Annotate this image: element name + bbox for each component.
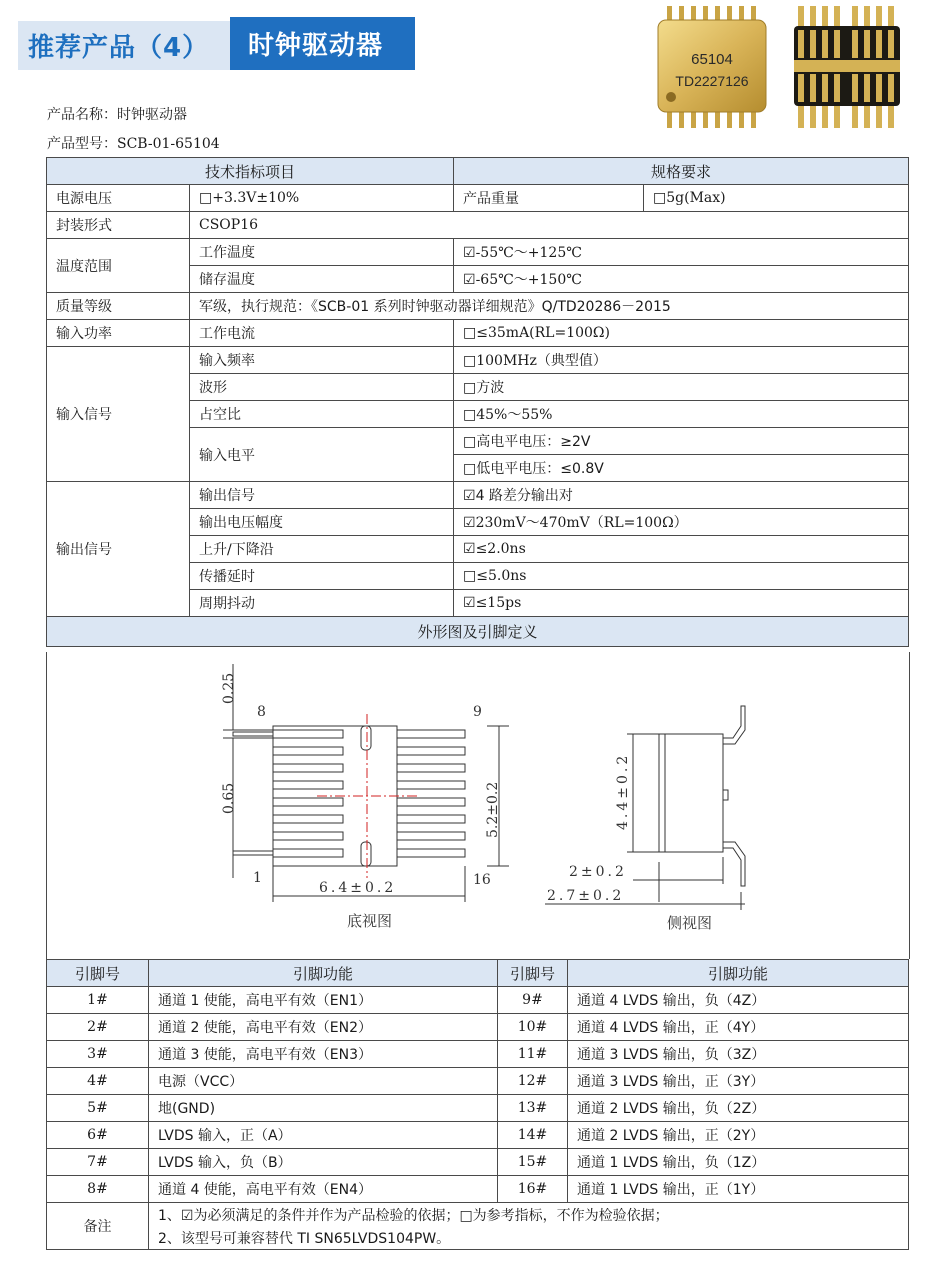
- chip-marking-2: TD2227126: [675, 73, 749, 89]
- level-high: □高电平电压：≥2V: [454, 428, 909, 455]
- pin-number: 16#: [498, 1176, 568, 1203]
- op-temp-value: ☑-55℃～+125℃: [454, 239, 909, 266]
- package-value: CSOP16: [190, 212, 909, 239]
- pin-function: 通道 1 LVDS 输出，负（1Z）: [568, 1149, 909, 1176]
- pin-number: 9#: [498, 987, 568, 1014]
- pin-row: [47, 1068, 909, 1095]
- dim-025: 0.25: [221, 672, 237, 704]
- pin-table: [46, 959, 909, 1250]
- out-amp-value: ☑230mV～470mV（RL=100Ω）: [454, 509, 909, 536]
- quality-label: 质量等级: [47, 293, 190, 320]
- side-view-caption: 侧视图: [667, 914, 713, 932]
- pin-function: 通道 4 LVDS 输出，正（4Y）: [568, 1014, 909, 1041]
- pin-number: 2#: [47, 1014, 149, 1041]
- temp-label: 温度范围: [47, 239, 190, 293]
- edge-label: 上升/下降沿: [190, 536, 454, 563]
- pin-function: 通道 3 LVDS 输出，正（3Y）: [568, 1068, 909, 1095]
- package-drawing: [47, 652, 909, 959]
- edge-value: ☑≤2.0ns: [454, 536, 909, 563]
- dim-52: 5.2±0.2: [485, 781, 501, 838]
- package-label: 封装形式: [47, 212, 190, 239]
- pin-function: 通道 3 使能，高电平有效（EN3）: [149, 1041, 498, 1068]
- power-label: 电源电压: [47, 185, 190, 212]
- pin-row: [47, 1176, 909, 1203]
- pin-head-2: 引脚号: [498, 960, 568, 987]
- pin-number: 3#: [47, 1041, 149, 1068]
- duty-label: 占空比: [190, 401, 454, 428]
- chip-top-image: [655, 4, 770, 130]
- out-amp-label: 输出电压幅度: [190, 509, 454, 536]
- pin-number: 13#: [498, 1095, 568, 1122]
- st-temp-label: 储存温度: [190, 266, 454, 293]
- title-banner: [230, 17, 415, 70]
- wave-value: □方波: [454, 374, 909, 401]
- op-temp-label: 工作温度: [190, 239, 454, 266]
- pin-function: 通道 4 LVDS 输出，负（4Z）: [568, 987, 909, 1014]
- pin-row: [47, 1041, 909, 1068]
- spec-head-right: 规格要求: [454, 158, 909, 185]
- note-line-2: 2、该型号可兼容替代 TI SN65LVDS104PW。: [149, 1226, 909, 1250]
- pin-number: 14#: [498, 1122, 568, 1149]
- level-label: 输入电平: [190, 428, 454, 482]
- pin-row: [47, 1014, 909, 1041]
- pin-function: LVDS 输入，负（B）: [149, 1149, 498, 1176]
- dim-2: 2±0.2: [569, 864, 627, 880]
- current-value: □≤35mA(RL=100Ω): [454, 320, 909, 347]
- pin-function: 地(GND): [149, 1095, 498, 1122]
- pin-number: 12#: [498, 1068, 568, 1095]
- inpower-label: 输入功率: [47, 320, 190, 347]
- pin-number: 8#: [47, 1176, 149, 1203]
- page-title: 时钟驱动器: [248, 31, 384, 61]
- spec-head-left: 技术指标项目: [47, 158, 454, 185]
- pin-number: 11#: [498, 1041, 568, 1068]
- pin-row: [47, 1122, 909, 1149]
- pin-1-label: 1: [253, 870, 262, 886]
- bottom-view-caption: 底视图: [347, 912, 393, 930]
- pin-row: [47, 1095, 909, 1122]
- dim-64: 6.4±0.2: [319, 880, 397, 896]
- level-low: □低电平电压：≤0.8V: [454, 455, 909, 482]
- section-title: 推荐产品（4）: [28, 33, 210, 63]
- diagram-area: [46, 652, 910, 959]
- pin-9-label: 9: [473, 704, 482, 720]
- spec-table: [46, 157, 909, 647]
- product-model: 产品型号：SCB-01-65104: [47, 136, 220, 152]
- pin-function: 通道 1 使能，高电平有效（EN1）: [149, 987, 498, 1014]
- quality-value: 军级，执行规范：《SCB-01 系列时钟驱动器详细规范》Q/TD20286－2015: [190, 293, 909, 320]
- note-label: 备注: [47, 1203, 149, 1250]
- section-banner: [18, 21, 230, 70]
- wave-label: 波形: [190, 374, 454, 401]
- pin-number: 10#: [498, 1014, 568, 1041]
- pin-function: 通道 2 LVDS 输出，正（2Y）: [568, 1122, 909, 1149]
- weight-label: 产品重量: [454, 185, 644, 212]
- dim-065: 0.65: [221, 782, 237, 814]
- pin-function: 通道 2 使能，高电平有效（EN2）: [149, 1014, 498, 1041]
- pin-function: LVDS 输入，正（A）: [149, 1122, 498, 1149]
- pin-function: 通道 3 LVDS 输出，负（3Z）: [568, 1041, 909, 1068]
- delay-value: □≤5.0ns: [454, 563, 909, 590]
- product-name: 产品名称：时钟驱动器: [47, 107, 187, 123]
- pin-function: 通道 1 LVDS 输出，正（1Y）: [568, 1176, 909, 1203]
- pin-function: 通道 2 LVDS 输出，负（2Z）: [568, 1095, 909, 1122]
- dim-27: 2.7±0.2: [547, 888, 625, 904]
- out-sig-label: 输出信号: [190, 482, 454, 509]
- pin-function: 电源（VCC）: [149, 1068, 498, 1095]
- pin-number: 4#: [47, 1068, 149, 1095]
- pin-number: 15#: [498, 1149, 568, 1176]
- delay-label: 传播延时: [190, 563, 454, 590]
- chip-bottom-image: [790, 4, 905, 130]
- pin-16-label: 16: [473, 872, 491, 888]
- pin-8-label: 8: [257, 704, 266, 720]
- pin-row: [47, 1149, 909, 1176]
- pin-number: 7#: [47, 1149, 149, 1176]
- func-head-2: 引脚功能: [568, 960, 909, 987]
- pin-function: 通道 4 使能，高电平有效（EN4）: [149, 1176, 498, 1203]
- pin-number: 1#: [47, 987, 149, 1014]
- func-head-1: 引脚功能: [149, 960, 498, 987]
- pin-number: 5#: [47, 1095, 149, 1122]
- pin-head-1: 引脚号: [47, 960, 149, 987]
- output-signal-label: 输出信号: [47, 482, 190, 617]
- diagram-title: 外形图及引脚定义: [47, 617, 909, 647]
- pin-number: 6#: [47, 1122, 149, 1149]
- chip-marking-1: 65104: [691, 51, 733, 68]
- out-sig-value: ☑4 路差分输出对: [454, 482, 909, 509]
- freq-label: 输入频率: [190, 347, 454, 374]
- st-temp-value: ☑-65℃～+150℃: [454, 266, 909, 293]
- weight-value: □5g(Max): [644, 185, 909, 212]
- freq-value: □100MHz（典型值）: [454, 347, 909, 374]
- dim-44: 4.4±0.2: [615, 752, 631, 830]
- jitter-value: ☑≤15ps: [454, 590, 909, 617]
- current-label: 工作电流: [190, 320, 454, 347]
- bottom-view: [223, 664, 509, 902]
- duty-value: □45%～55%: [454, 401, 909, 428]
- pin-row: [47, 987, 909, 1014]
- power-value: □+3.3V±10%: [190, 185, 454, 212]
- note-line-1: 1、☑为必须满足的条件并作为产品检验的依据；□为参考指标，不作为检验依据；: [149, 1203, 909, 1227]
- jitter-label: 周期抖动: [190, 590, 454, 617]
- input-signal-label: 输入信号: [47, 347, 190, 482]
